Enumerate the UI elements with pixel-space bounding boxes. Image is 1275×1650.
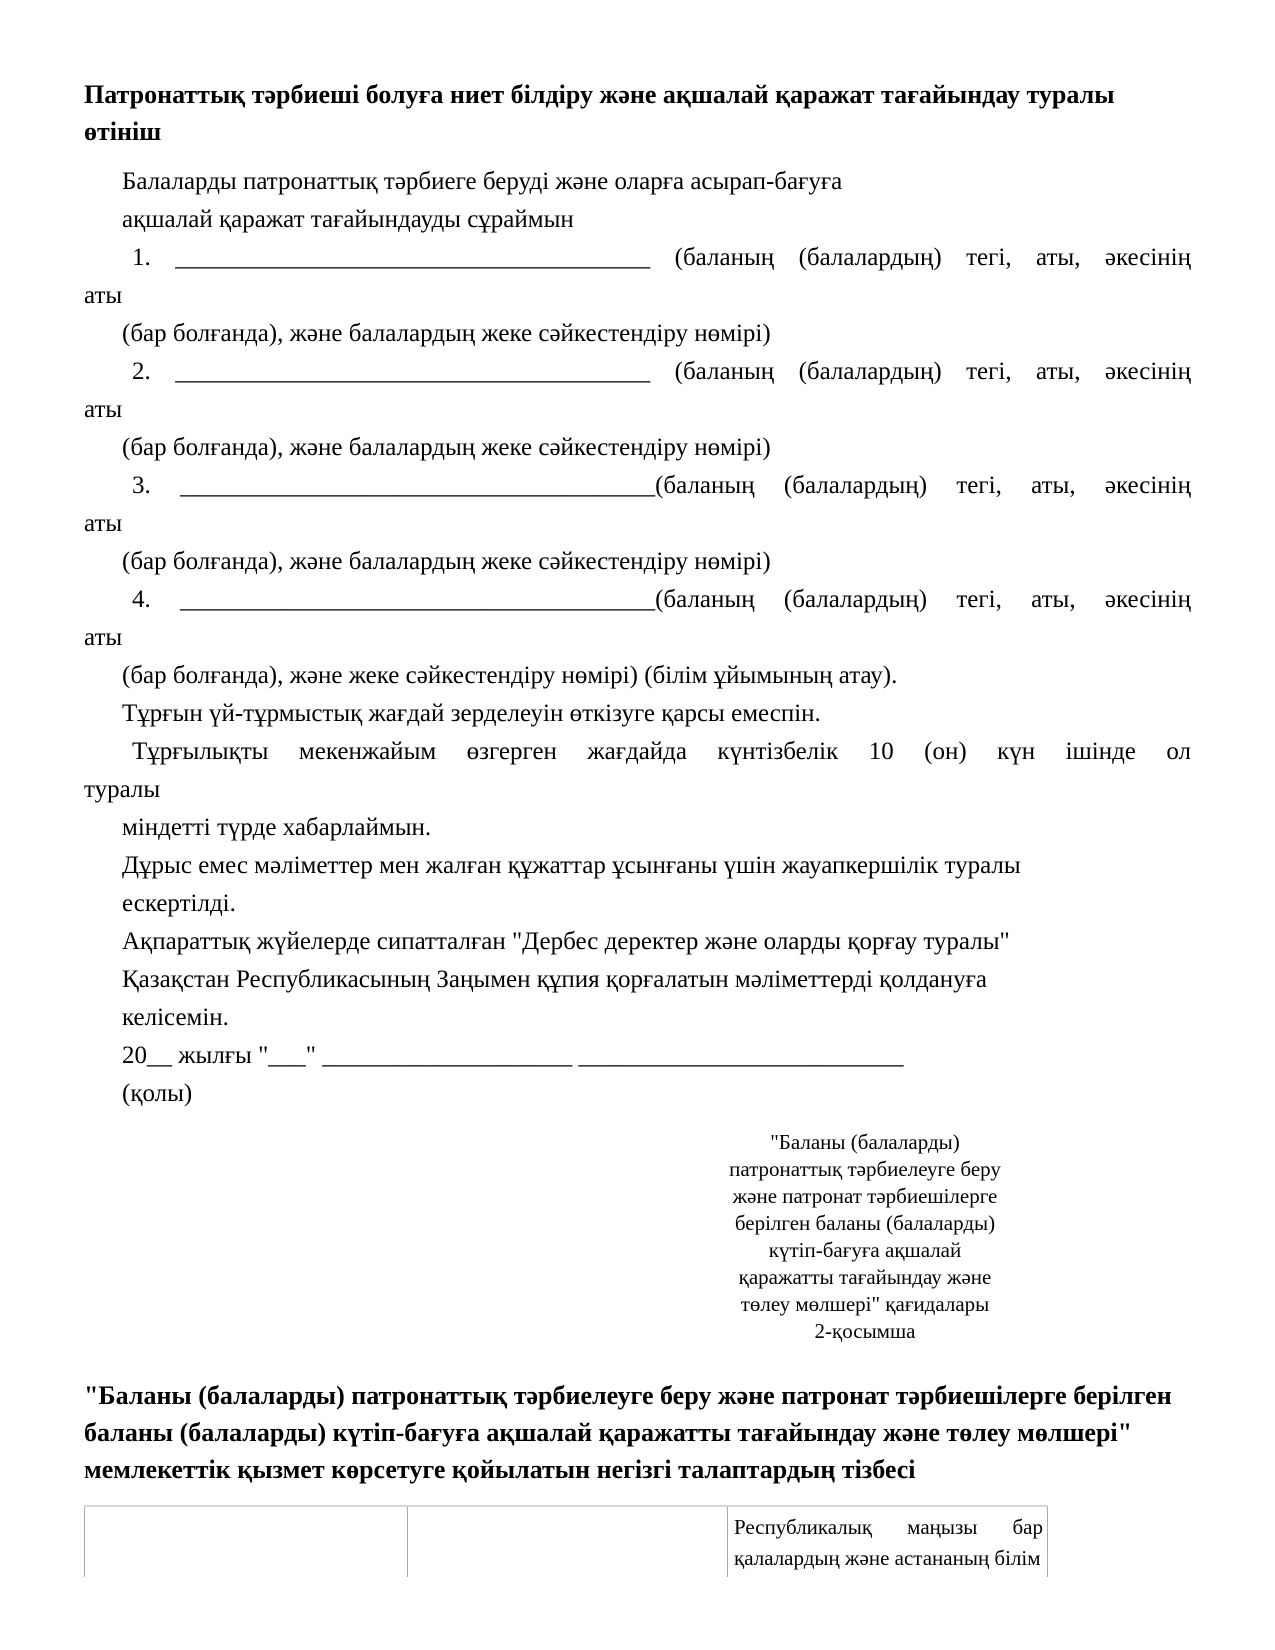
table-cell-empty-1 — [84, 1507, 407, 1577]
text-line: (бар болғанда), және балалардың жеке сәйкестендіру нөмірі) — [122, 434, 771, 461]
text-line: баланы (балаларды) күтіп-бағуға ақшалай қаражатты тағайындау және төлеу мөлшері" — [84, 1418, 1133, 1447]
requirements-table — [84, 1505, 1048, 1577]
table-cell-empty-2 — [407, 1507, 727, 1577]
text-line: Тұрғылықты мекенжайым өзгерген жағдайда күнтізбелік 10 (он) күн ішінде ол — [132, 738, 1191, 765]
text-line: Дұрыс емес мәліметтер мен жалған құжаттар ұсынғаны үшін жауапкершілік туралы — [122, 852, 1021, 879]
text-line: міндетті түрде хабарлаймын. — [122, 814, 432, 841]
text-line: келісемін. — [122, 1004, 229, 1031]
text-line: 20__ жылғы "___" ____________________ __________________________ — [122, 1042, 904, 1069]
text-line: (қолы) — [122, 1080, 193, 1107]
text-line: 2. ______________________________________ (баланың (балалардың) тегі, аты, әкесінің — [132, 358, 1191, 385]
text-line: және патронат тәрбиешілерге — [732, 1184, 998, 1208]
text-line: күтіп-бағуға ақшалай — [768, 1238, 962, 1262]
text-line: "Баланы (балаларды) патронаттық тәрбиелеуге беру және патронат тәрбиешілерге берілген — [84, 1381, 1172, 1410]
text-line: аты — [84, 510, 123, 537]
text-line: қаражатты тағайындау және — [738, 1265, 992, 1289]
document-title — [84, 76, 1191, 150]
text-line: мемлекеттік қызмет көрсетуге қойылатын негізгі талаптардың тізбесі — [84, 1455, 916, 1484]
text-line: 2-қосымша — [814, 1319, 916, 1343]
text-line: ескертілді. — [122, 890, 236, 917]
section-heading — [84, 1377, 1191, 1488]
text-line: аты — [84, 282, 123, 309]
appendix-note — [710, 1129, 1020, 1345]
text-line: Балаларды патронаттық тәрбиеге беруді және оларға асырап-бағуға — [122, 168, 843, 195]
text-line: Ақпараттық жүйелерде сипатталған "Дербес деректер және оларды қорғау туралы" — [122, 928, 1010, 955]
text-line: төлеу мөлшері" қағидалары — [740, 1292, 990, 1316]
text-line: ақшалай қаражат тағайындауды сұраймын — [122, 206, 574, 233]
text-line: Тұрғын үй-тұрмыстық жағдай зерделеуін өткізуге қарсы емеспін. — [122, 700, 821, 727]
text-line: (бар болғанда), және жеке сәйкестендіру нөмірі) (білім ұйымының атау). — [122, 662, 898, 689]
text-line: 3. ______________________________________(баланың (балалардың) тегі, аты, әкесінің — [132, 472, 1191, 499]
text-line: Қазақстан Республикасының Заңымен құпия қорғалатын мәліметтерді қолдануға — [122, 966, 988, 993]
text-line: (бар болғанда), және балалардың жеке сәйкестендіру нөмірі) — [122, 320, 771, 347]
text-line: Патронаттық тәрбиеші болуға ниет білдіру және ақшалай қаражат тағайындау туралы — [84, 80, 1115, 109]
text-line: берілген баланы (балаларды) — [734, 1211, 996, 1235]
text-line: өтініш — [84, 117, 162, 146]
text-line: (бар болғанда), және балалардың жеке сәйкестендіру нөмірі) — [122, 548, 771, 575]
text-line: 4. ______________________________________(баланың (балалардың) тегі, аты, әкесінің — [132, 586, 1191, 613]
text-line: аты — [84, 396, 123, 423]
text-line: туралы — [84, 776, 161, 803]
text-line: патронаттық тәрбиелеуге беру — [729, 1157, 1001, 1181]
document-body — [84, 163, 1191, 1113]
text-line: 1. ______________________________________ (баланың (балалардың) тегі, аты, әкесінің — [132, 244, 1191, 271]
text-line: "Баланы (балаларды) — [770, 1130, 960, 1154]
text-line: аты — [84, 624, 123, 651]
table-cell-service-provider: Республикалық маңызы бар қалалардың және астананың білім — [727, 1507, 1048, 1577]
